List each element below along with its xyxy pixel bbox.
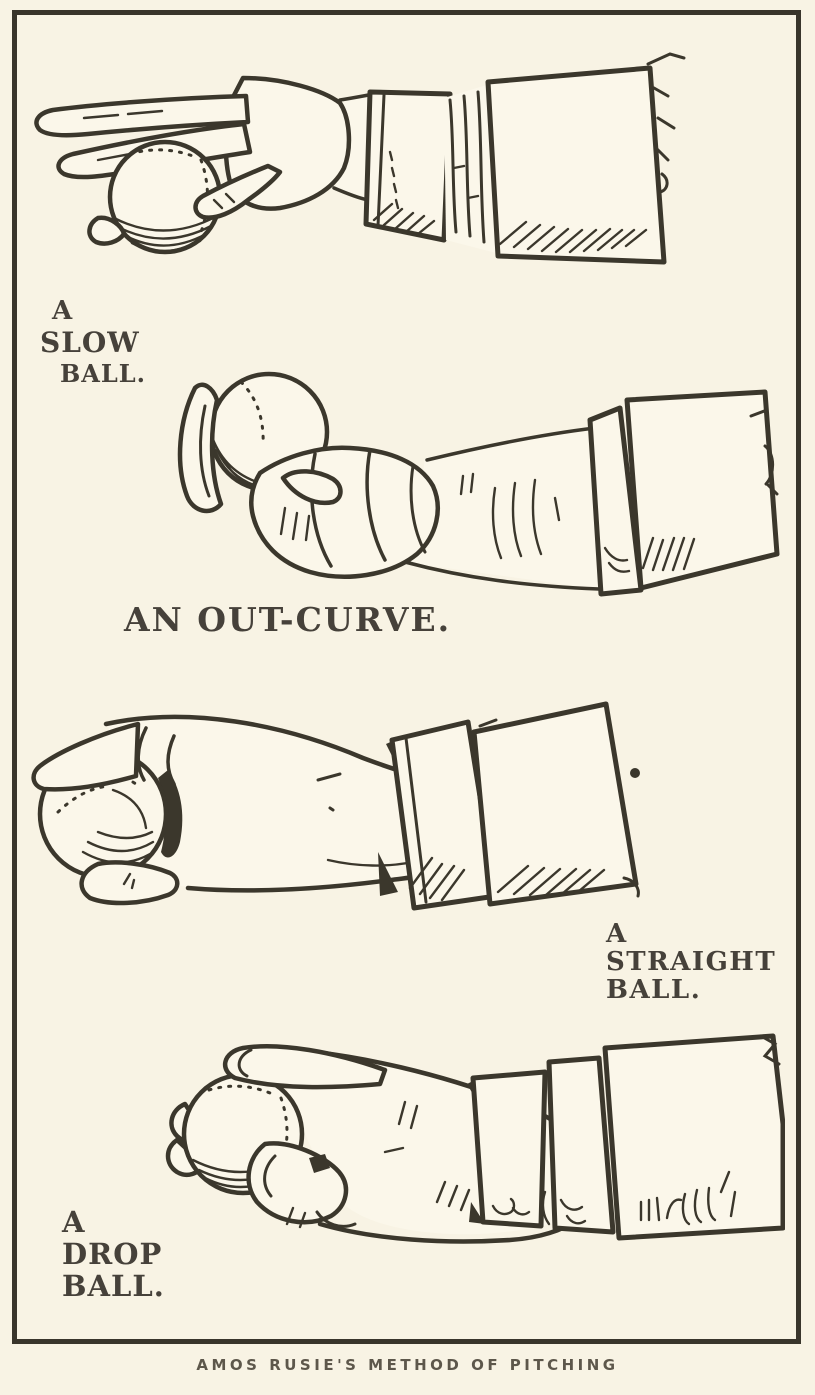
arm-graphic <box>378 704 640 908</box>
label-straight-ball <box>606 920 776 1004</box>
label-line: BALL. <box>60 359 147 388</box>
label-line: A <box>606 919 628 949</box>
label-line: STRAIGHT <box>606 947 777 977</box>
label-slow-ball <box>40 296 146 389</box>
sleeve-graphic <box>627 392 777 588</box>
label-line: A <box>62 1205 86 1239</box>
drop-ball-illustration <box>85 1032 785 1267</box>
arm-graphic <box>467 1036 783 1238</box>
out-curve-illustration <box>165 358 785 608</box>
straight-ball-illustration <box>28 692 688 932</box>
arm-graphic <box>405 392 777 594</box>
label-line: AN OUT-CURVE. <box>124 600 452 639</box>
cuff-graphic <box>549 1058 613 1232</box>
label-line: SLOW <box>40 326 140 359</box>
label-line: A <box>52 296 74 326</box>
slow-ball-illustration <box>18 48 718 298</box>
label-line: BALL. <box>606 975 702 1005</box>
label-out-curve <box>124 600 452 639</box>
label-drop-ball <box>62 1206 165 1302</box>
label-line: DROP <box>62 1237 163 1271</box>
label-line: BALL. <box>62 1269 165 1303</box>
caption: AMOS RUSIE'S METHOD OF PITCHING <box>196 1356 619 1374</box>
cuff-graphic <box>473 1072 545 1226</box>
